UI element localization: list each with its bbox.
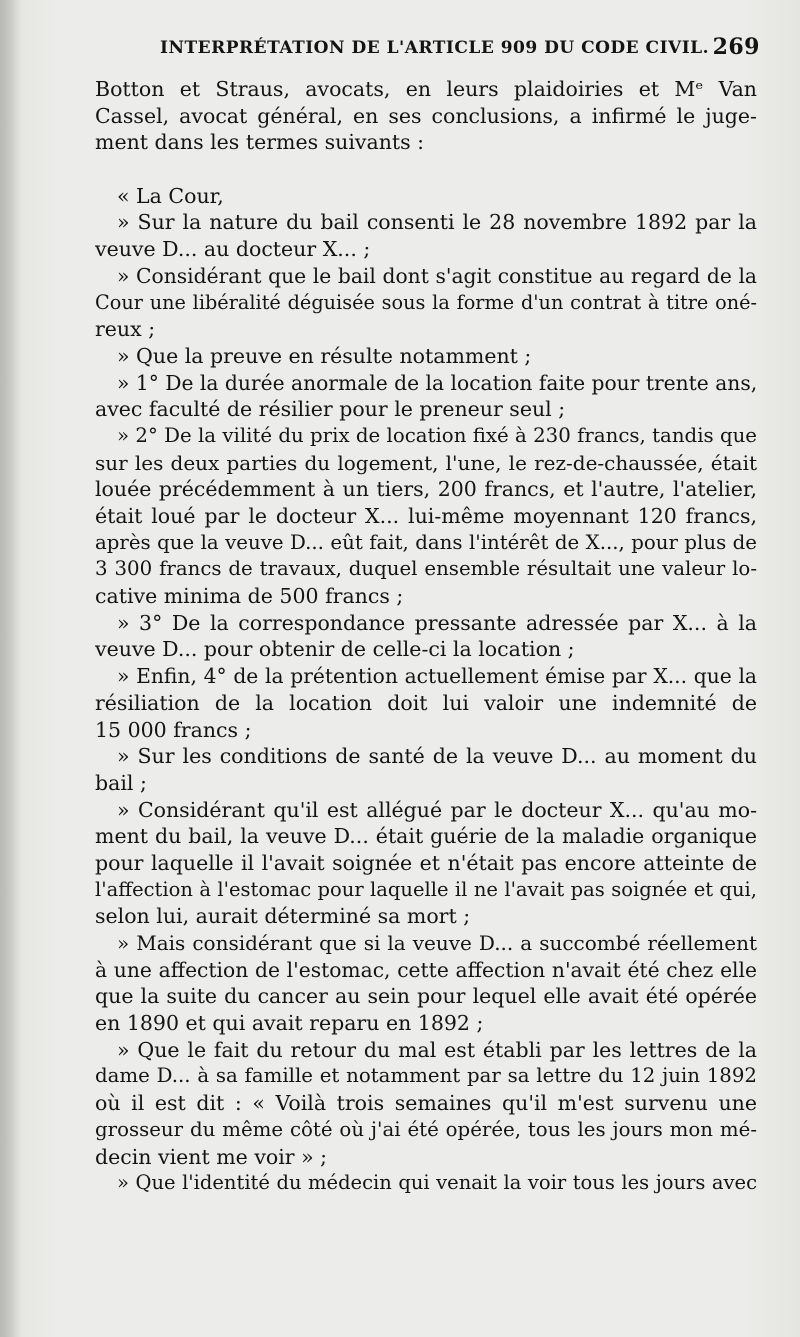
page-header <box>160 34 760 64</box>
text-line: » Considérant qu'il est allégué par le docteur X... qu'au mo- <box>117 797 757 822</box>
text-line: l'affection à l'estomac pour laquelle il ne l'avait pas soignée et qui, <box>95 877 757 901</box>
text-line: » Que l'identité du médecin qui venait la voir tous les jours avec <box>117 1171 757 1195</box>
text-line: sur les deux parties du logement, l'une, le rez-de-chaussée, était <box>95 450 757 475</box>
text-line: était loué par le docteur X... lui-même moyennant 120 francs, <box>95 504 757 528</box>
text-line: » Que la preuve en résulte notamment ; <box>117 343 532 368</box>
text-line: cative minima de 500 francs ; <box>95 584 404 609</box>
text-line: veuve D... au docteur X... ; <box>95 237 371 262</box>
text-line: dame D... à sa famille et notamment par sa lettre du 12 juin 1892 <box>95 1064 757 1088</box>
text-line: » Enfin, 4° de la prétention actuellement émise par X... que la <box>117 664 757 689</box>
text-line: après que la veuve D... eût fait, dans l'intérêt de X..., pour plus de <box>95 530 757 554</box>
text-line: » Sur les conditions de santé de la veuve D... au moment du <box>117 744 757 769</box>
text-line: » Sur la nature du bail consenti le 28 novembre 1892 par la <box>117 210 757 235</box>
text-line: résiliation de la location doit lui valoir une indemnité de <box>95 690 757 715</box>
text-line: 3 300 francs de travaux, duquel ensemble résultait une valeur lo- <box>95 557 757 581</box>
blank-line <box>95 156 757 183</box>
text-line: 15 000 francs ; <box>95 717 252 742</box>
text-line: » Mais considérant que si la veuve D... a succombé réellement <box>117 931 757 955</box>
text-line: Botton et Straus, avocats, en leurs plaidoiries et Mᵉ Van <box>95 77 757 101</box>
text-line: Cassel, avocat général, en ses conclusions, a infirmé le juge- <box>95 103 757 128</box>
text-line: » Que le fait du retour du mal est établi par les lettres de la <box>117 1037 757 1062</box>
text-line: » 1° De la durée anormale de la location faite pour trente ans, <box>117 370 757 395</box>
text-line: » Considérant que le bail dont s'agit constitue au regard de la <box>117 263 757 288</box>
running-title: INTERPRÉTATION DE L'ARTICLE 909 DU CODE CIVIL. <box>160 38 710 58</box>
text-line: veuve D... pour obtenir de celle-ci la location ; <box>95 637 575 662</box>
text-line: pour laquelle il l'avait soignée et n'était pas encore atteinte de <box>95 850 757 875</box>
body-text <box>95 76 757 1197</box>
text-line: selon lui, aurait déterminé sa mort ; <box>95 904 471 929</box>
text-line: reux ; <box>95 317 156 342</box>
text-line: Cour une libéralité déguisée sous la forme d'un contrat à titre oné- <box>95 290 757 314</box>
text-line: où il est dit : « Voilà trois semaines qu'il m'est survenu une <box>95 1091 757 1116</box>
text-line: à une affection de l'estomac, cette affection n'avait été chez elle <box>95 957 757 982</box>
text-line: bail ; <box>95 770 147 795</box>
text-line: en 1890 et qui avait reparu en 1892 ; <box>95 1011 484 1036</box>
text-line: » 3° De la correspondance pressante adressée par X... à la <box>117 610 757 635</box>
text-line: decin vient me voir » ; <box>95 1144 328 1169</box>
text-line: grosseur du même côté où j'ai été opérée, tous les jours mon mé- <box>95 1117 757 1141</box>
text-line: » 2° De la vilité du prix de location fixé à 230 francs, tandis que <box>117 423 757 447</box>
text-line: que la suite du cancer au sein pour lequel elle avait été opérée <box>95 984 757 1009</box>
text-line: ment du bail, la veuve D... était guérie de la maladie organique <box>95 824 757 849</box>
text-line: ment dans les termes suivants : <box>95 130 425 155</box>
text-line: « La Cour, <box>117 183 224 208</box>
text-line: avec faculté de résilier pour le preneur seul ; <box>95 397 566 422</box>
text-line: louée précédemment à un tiers, 200 francs, et l'autre, l'atelier, <box>95 477 757 502</box>
binding-shadow <box>0 0 22 1337</box>
page-number: 269 <box>712 34 760 60</box>
